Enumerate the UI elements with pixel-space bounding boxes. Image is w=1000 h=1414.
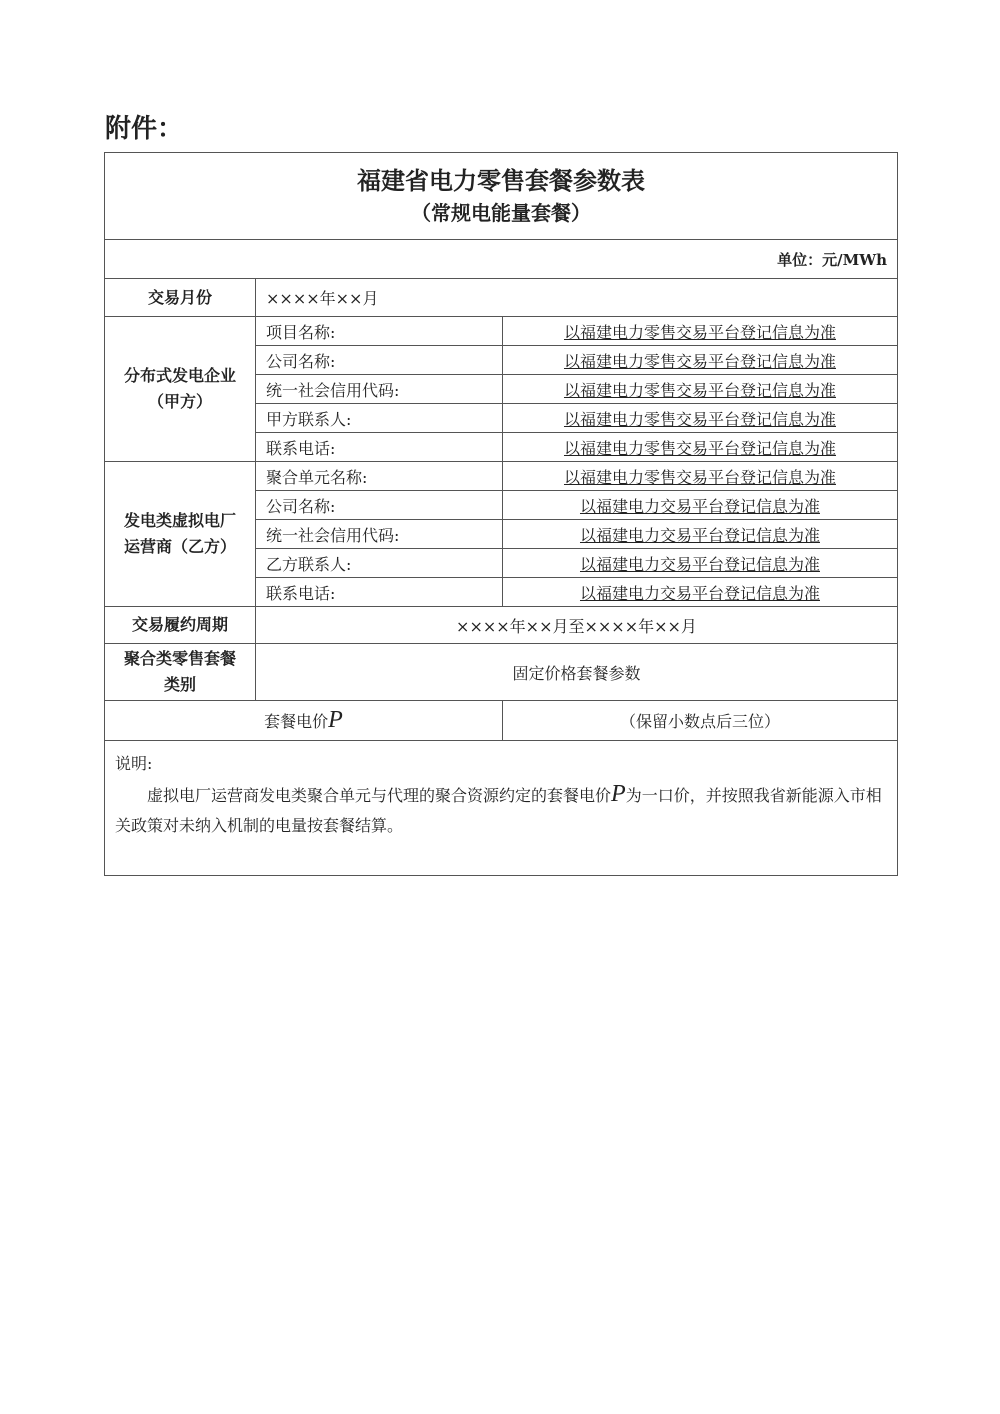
row-value: 以福建电力零售交易平台登记信息为准	[503, 346, 898, 375]
price-value: （保留小数点后三位）	[503, 701, 898, 741]
table-title: 福建省电力零售套餐参数表	[357, 166, 645, 195]
notes-text-before: 虚拟电厂运营商发电类聚合单元与代理的聚合资源约定的套餐电价	[147, 786, 612, 805]
row-value: 以福建电力零售交易平台登记信息为准	[503, 375, 898, 404]
row-value: 以福建电力交易平台登记信息为准	[503, 578, 898, 607]
table-header	[105, 153, 898, 240]
notes	[105, 741, 898, 876]
row-label: 统一社会信用代码:	[256, 520, 503, 549]
attachment-label: 附件：	[105, 114, 184, 144]
row-label: 聚合单元名称:	[256, 462, 503, 491]
price-symbol: P	[328, 707, 343, 733]
row-label: 项目名称:	[256, 317, 503, 346]
row-value: 以福建电力交易平台登记信息为准	[503, 549, 898, 578]
row-value: 以福建电力零售交易平台登记信息为准	[503, 317, 898, 346]
row-value: 以福建电力零售交易平台登记信息为准	[503, 433, 898, 462]
row-label: 公司名称:	[256, 491, 503, 520]
table-subtitle: （常规电能量套餐）	[411, 201, 591, 225]
trade-month-value: ××××年××月	[256, 279, 898, 317]
row-value: 以福建电力零售交易平台登记信息为准	[503, 404, 898, 433]
notes-heading: 说明:	[115, 754, 153, 773]
party-a-label	[105, 317, 256, 462]
party-a-label-line2: （甲方）	[147, 392, 212, 411]
trade-month-label: 交易月份	[105, 279, 256, 317]
period-label: 交易履约周期	[105, 607, 256, 644]
row-value: 以福建电力零售交易平台登记信息为准	[503, 462, 898, 491]
price-label	[105, 701, 503, 741]
row-label: 联系电话:	[256, 433, 503, 462]
row-label: 甲方联系人:	[256, 404, 503, 433]
category-label-line1: 聚合类零售套餐	[123, 649, 236, 668]
notes-text	[115, 779, 887, 841]
period-value: ××××年××月至××××年××月	[256, 607, 898, 644]
notes-text-after: 为一口价，并按照我省新能源入市相关政策对未纳入机制的电量按套餐结算。	[115, 786, 882, 835]
party-b-label-line1: 发电类虚拟电厂	[123, 511, 236, 530]
category-label	[105, 644, 256, 701]
party-a-label-line1: 分布式发电企业	[123, 366, 236, 385]
row-label: 乙方联系人:	[256, 549, 503, 578]
row-value: 以福建电力交易平台登记信息为准	[503, 520, 898, 549]
notes-symbol: P	[611, 781, 626, 807]
row-label: 联系电话:	[256, 578, 503, 607]
category-value: 固定价格套餐参数	[256, 644, 898, 701]
row-label: 统一社会信用代码:	[256, 375, 503, 404]
category-label-line2: 类别	[163, 675, 196, 694]
unit-label: 单位：元/MWh	[105, 240, 898, 279]
party-b-label-line2: 运营商（乙方）	[123, 537, 236, 556]
row-value: 以福建电力交易平台登记信息为准	[503, 491, 898, 520]
party-b-label	[105, 462, 256, 607]
parameter-table	[104, 152, 898, 876]
price-label-text: 套餐电价	[264, 712, 329, 731]
row-label: 公司名称:	[256, 346, 503, 375]
